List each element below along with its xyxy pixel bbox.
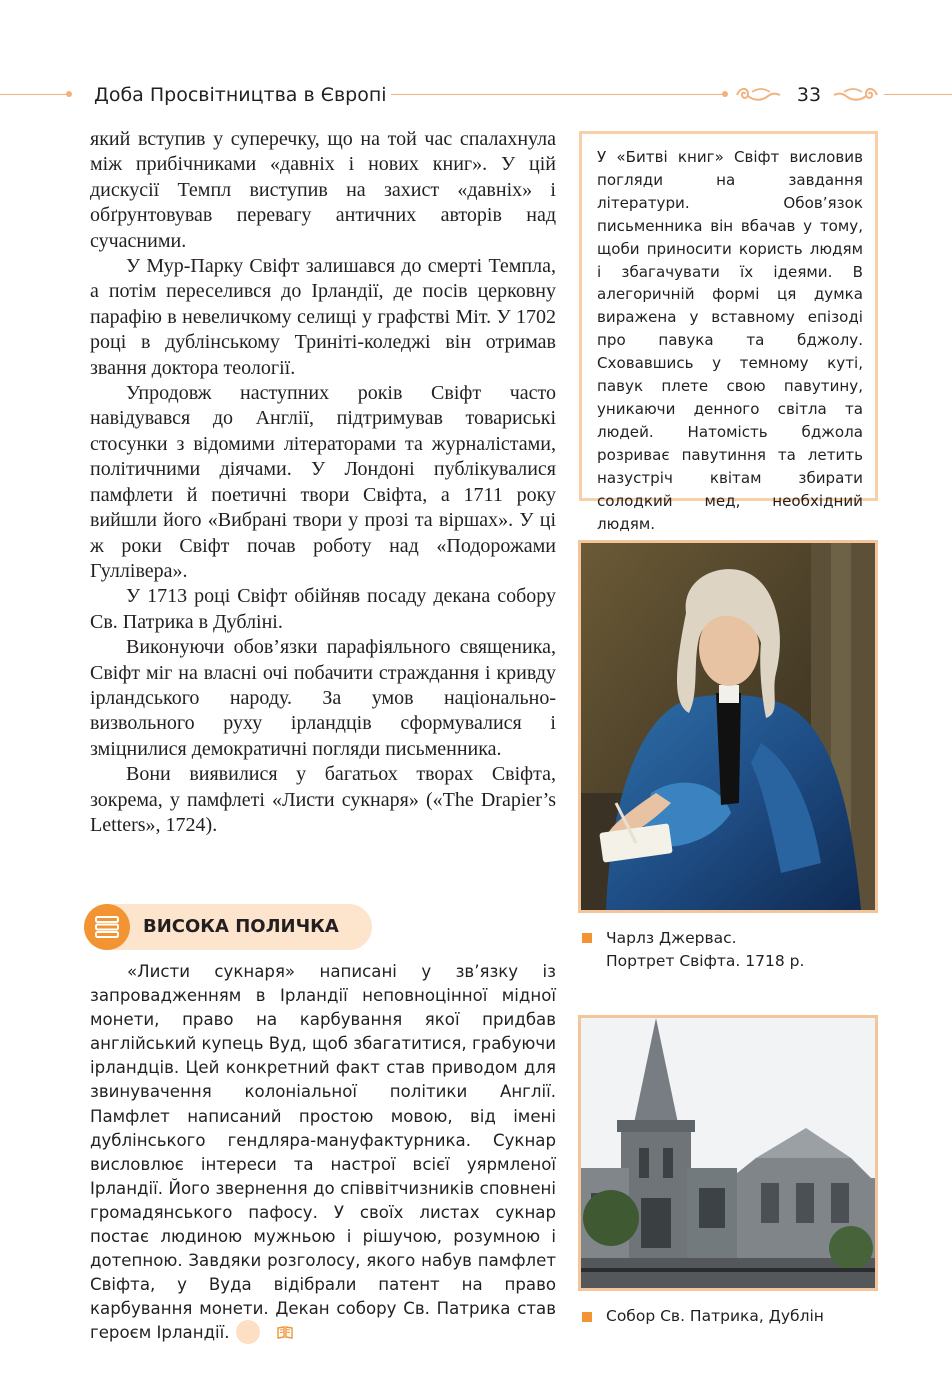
main-paragraph-4: У 1713 році Свіфт обійняв посаду декана собору Св. Патрика в Дубліні.	[90, 585, 556, 633]
portrait-painting	[581, 543, 875, 910]
caption-marker-cathedral	[582, 1312, 592, 1322]
portrait-caption-line-1: Чарлз Джервас.	[606, 929, 737, 947]
main-paragraph-3: Упродовж наступних років Свіфт часто навідувався до Англії, підтримував товариські стосунки з відомими літераторами та журналістами, політичними діячами. У Лондоні публікувалися памфлети й поетичні твори Свіфта, а 1711 року вийшли його «Вибрані твори у прозі та віршах». У ці ж роки Свіфт почав роботу над «Подорожами Гуллівера».	[90, 382, 556, 582]
portrait-image	[578, 540, 878, 913]
main-paragraph-5: Виконуючи обов’язки парафіяльного священика, Свіфт міг на власні очі побачити страждання і кривду ірландського народу. За умов національно-визвольного руху ірландців сформувалися і зміцнилися демократичні погляди письменника.	[90, 636, 556, 760]
section-text-block	[90, 960, 556, 1346]
open-book-icon	[236, 1320, 260, 1344]
bookshelf-icon	[84, 904, 130, 950]
ornament-swirl-right-icon	[832, 84, 880, 104]
main-paragraph-6: Вони виявилися у багатьох творах Свіфта, зокрема, у памфлеті «Листи сукнаря» («The Drapier’s Letters», 1724).	[90, 763, 556, 836]
side-note-text: У «Битві книг» Свіфт висловив погляди на завдання літератури. Обов’язок письменника він вбачав у тому, щоби приносити користь людям і збагачувати їх ідеями. В алегоричній формі ця думка виражена у вставному епізоді про павука та бджолу. Сховавшись у темному куті, павук плете свою павутину, уникаючи денного світла та людей. Натомість бджола розриває павутиння та летить назустріч квітам збирати солодкий мед, необхідний людям.	[597, 148, 863, 533]
portrait-caption	[606, 927, 804, 973]
main-paragraph-1: який вступив у суперечку, що на той час спалахнула між прибічниками «давніх і нових книг». У цій дискусії Темпл виступив на захист «давніх» і обґрунтовував перевагу античних авторів над сучасними.	[90, 128, 556, 252]
running-head-title: Доба Просвітництва в Європі	[90, 80, 391, 110]
header-rule-middle	[382, 94, 726, 95]
header-rule-right	[884, 94, 952, 95]
cathedral-photo	[581, 1018, 875, 1288]
section-paragraph: «Листи сукнаря» написані у зв’язку із запровадженням в Ірландії неповноцінної мідної монети, право на карбування якої придбав англійський купець Вуд, щоб збагатитися, грабуючи ірландців. Цей конкретний факт став приводом для звинувачення колоніальної політики Англії. Памфлет написаний простою мовою, від імені дублінського гендляра-мануфактурника. Сукнар висловлює інтереси та настрої всієї уярмленої Ірландії. Його звернення до співвітчизників сповнені громадянського пафосу. У своїх листах сукнар постає людиною мужньою і рішучою, розумною і дотепною. Завдяки розголосу, якого набув памфлет Свіфта, у Вуда відібрали патент на право карбування монети. Декан собору Св. Патрика став героєм Ірландії.	[90, 962, 556, 1343]
main-paragraph-2: У Мур-Парку Свіфт залишався до смерті Темпла, а потім переселився до Ірландії, де посів церковну парафію в невеличкому селищі у графстві Міт. У 1702 році в дублінському Триніті-коледжі він отримав звання доктора теології.	[90, 255, 556, 379]
main-text-column	[90, 127, 556, 838]
portrait-caption-line-2: Портрет Свіфта. 1718 р.	[606, 952, 805, 970]
header-dot-middle-right	[722, 91, 728, 97]
section-heading: ВИСОКА ПОЛИЧКА	[143, 916, 339, 937]
caption-marker-portrait	[582, 933, 592, 943]
cathedral-caption: Собор Св. Патрика, Дублін	[606, 1307, 824, 1325]
side-note-box	[579, 131, 878, 533]
cathedral-image	[578, 1015, 878, 1291]
header-dot-left	[66, 91, 72, 97]
page-number: 33	[796, 84, 822, 106]
header-rule-left	[0, 94, 70, 95]
ornament-swirl-left-icon	[734, 84, 782, 104]
